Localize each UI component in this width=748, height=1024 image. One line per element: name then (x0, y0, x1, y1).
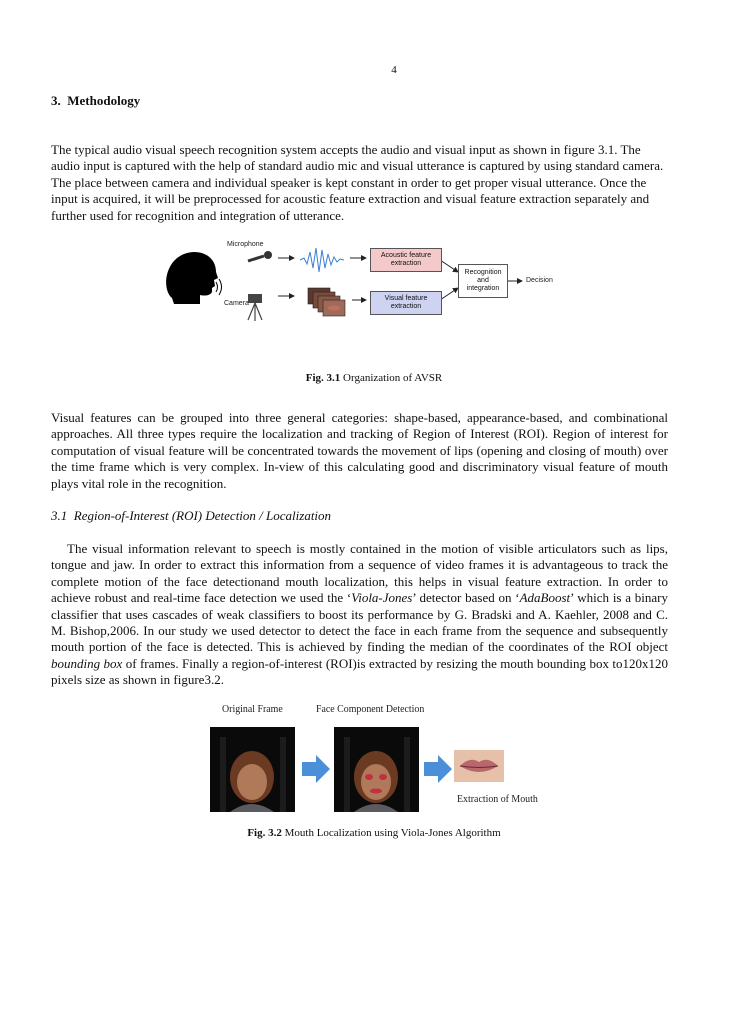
paragraph-2: Visual features can be grouped into three general categories: shape-based, appearance-based, and combinational approaches. All three types require the localization and tracking of Region of Interest (ROI). Region of interest for computation of visual feature will be concentrated towards the movement of lips (opening and closing of mouth) over the time frame which is very complex. In-view of this calculating good and discriminatory visual feature of mouth plays vital role in the recognition. (51, 410, 668, 491)
paragraph-3-part1: The visual information relevant to speech is mostly contained in the motion of visible articulators such as lips, tongue and jaw. In order to extract this information from a sequence of video frames it is advantageous to track the complete motion of the face detectionand mouth localization, this helps in visual feature extraction. In order to achieve robust and real-time face detection we used the ‘ (51, 541, 668, 606)
figure-1-caption-text: Organization of AVSR (340, 372, 443, 384)
arrow-right-icon (424, 755, 452, 783)
acoustic-label-line1: Acoustic feature (380, 252, 432, 259)
figure-2-caption-label: Fig. 3.2 (247, 827, 282, 839)
viola-jones-term: Viola-Jones (351, 590, 413, 606)
paragraph-1: The typical audio visual speech recognition system accepts the audio and visual input as shown in figure 3.1. The audio input is captured with the help of standard audio mic and visual utterance is captured by using standard camera. The place between camera and individual speaker is kept constant in order to get proper visual utterance. Once the input is acquired, it will be preprocessed for acoustic feature extraction and visual feature extraction separately and further used for recognition and integration of utterance. (51, 142, 664, 223)
original-frame-image (210, 727, 295, 812)
section-heading (51, 93, 140, 109)
figure-2-caption (0, 827, 748, 839)
page-number: 4 (391, 64, 397, 76)
face-detection-label: Face Component Detection (316, 703, 425, 715)
visual-feature-box (370, 291, 442, 315)
extracted-mouth-image (454, 750, 504, 782)
arrow-right-icon (302, 755, 330, 783)
recog-label-line1: Recognition (464, 269, 502, 276)
head-silhouette-icon (166, 252, 218, 304)
recognition-integration-box (458, 264, 508, 298)
acoustic-label-line2: extraction (390, 260, 422, 267)
paragraph-3-part4: of frames. Finally a region-of-interest (ROI)is extracted by resizing the mouth bounding box to120x120 pixels size as shown in figure3.2. (51, 655, 668, 688)
original-frame-label: Original Frame (222, 703, 283, 715)
microphone-label: Microphone (227, 241, 264, 248)
figure-1-caption (0, 372, 748, 384)
visual-label-line2: extraction (390, 303, 422, 310)
subsection-title: Region-of-Interest (ROI) Detection / Localization (73, 508, 332, 523)
recog-label-line3: integration (466, 285, 500, 292)
extraction-of-mouth-label: Extraction of Mouth (457, 793, 538, 805)
subsection-number: 3.1 (51, 508, 68, 523)
audio-waveform-icon (300, 248, 344, 272)
camera-icon (248, 294, 262, 321)
decision-label: Decision (526, 277, 553, 284)
visual-label-line1: Visual feature (384, 295, 428, 302)
figure-1-caption-label: Fig. 3.1 (305, 372, 341, 384)
microphone-icon (248, 251, 272, 261)
figure-2-caption-text: Mouth Localization using Viola-Jones Algorithm (281, 827, 501, 839)
subsection-heading (51, 508, 331, 524)
adaboost-term: AdaBoost (519, 590, 571, 606)
video-frames-icon (308, 288, 345, 316)
paragraph-3-part2: ’ detector based on ‘ (412, 590, 520, 606)
section-title: Methodology (67, 93, 141, 108)
recog-label-line2: and (477, 277, 489, 284)
camera-label: Camera (224, 300, 249, 307)
acoustic-feature-box (370, 248, 442, 272)
speech-wave-icon (216, 279, 222, 295)
paragraph-3-part3: ’ which is a binary classifier that uses cascades of weak classifiers to boost its performance by G. Bradski and A. Kaehler, 2008 and C. M. Bishop,2006. In our study we used detector to detect the face in each frame from the sequence and subsequently mouth portion of the face is detected. This is achieved by finding the median of the coordinates of the ROI object (51, 590, 668, 655)
face-detection-image (334, 727, 419, 812)
bounding-box-term: bounding box (51, 655, 123, 671)
paragraph-3 (51, 541, 668, 689)
section-number: 3. (51, 93, 61, 108)
